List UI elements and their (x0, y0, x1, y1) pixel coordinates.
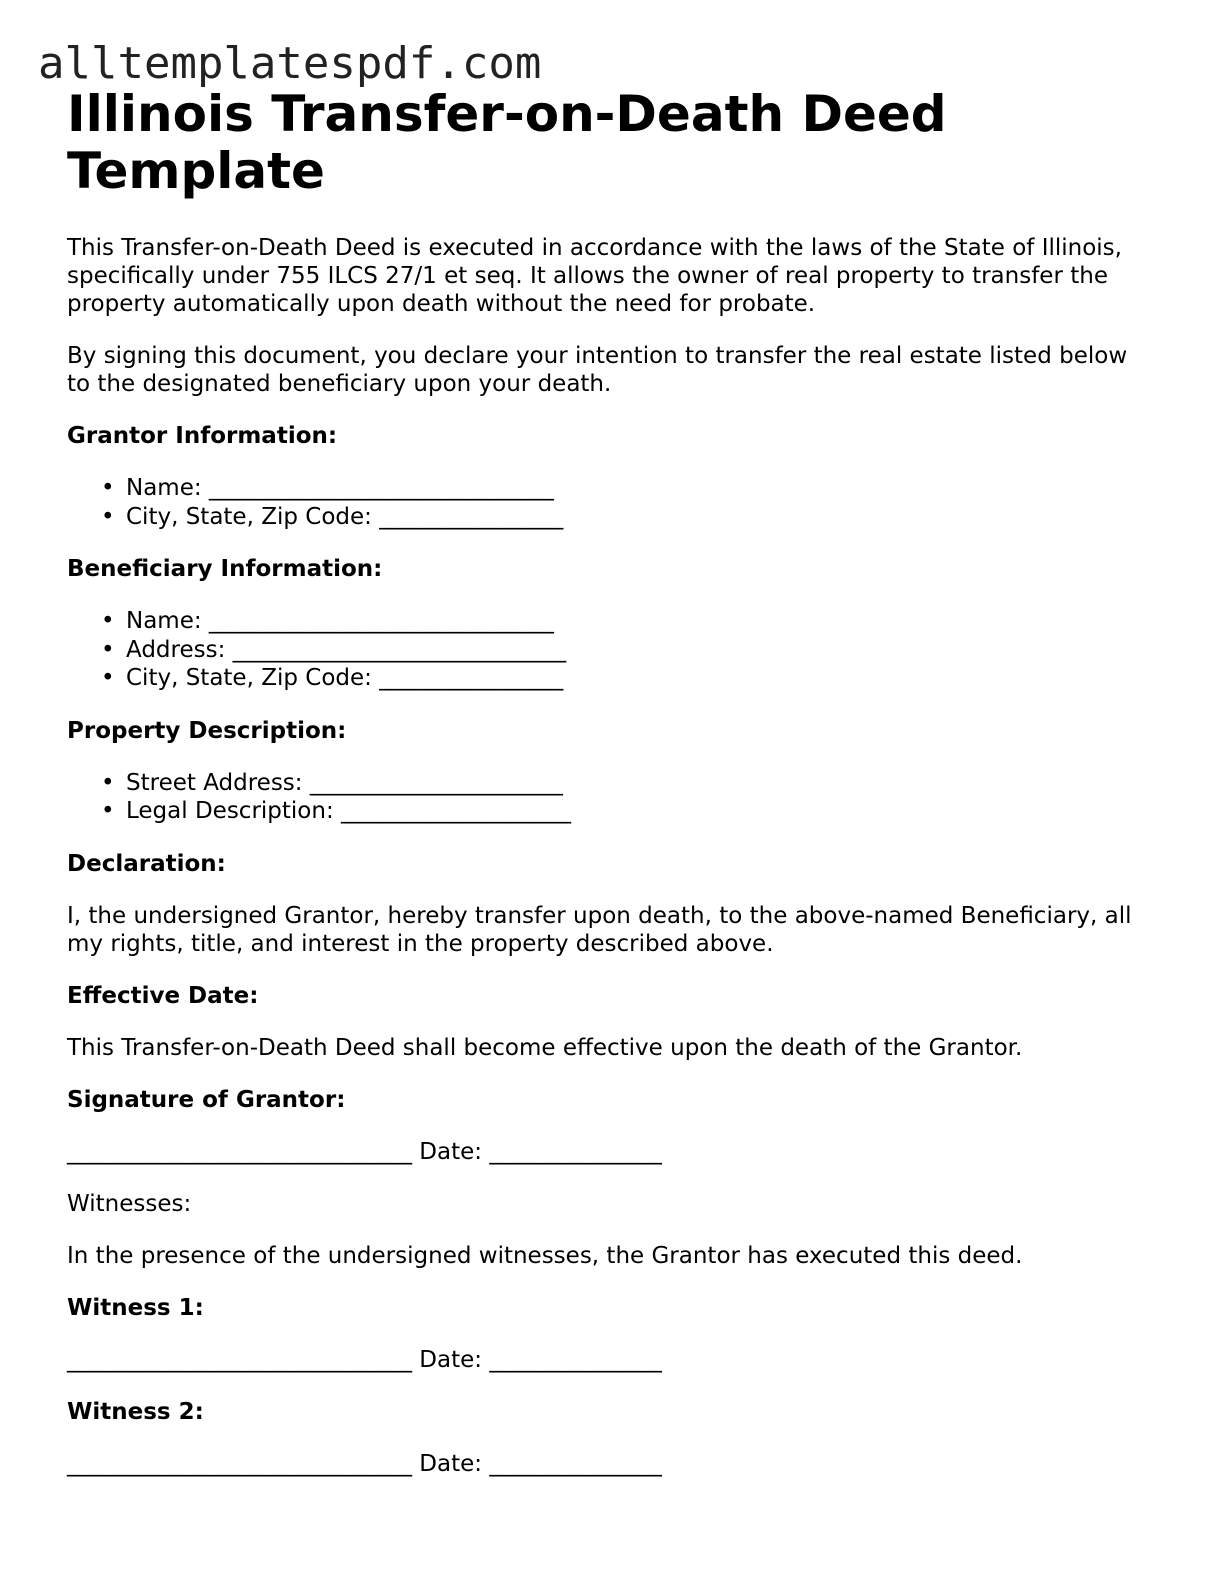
beneficiary-name-field: Name: ______________________________ (126, 608, 554, 634)
witness-1-heading: Witness 1: (67, 1294, 204, 1321)
grantor-list (67, 474, 1157, 531)
grantor-city-field: City, State, Zip Code: ________________ (126, 503, 564, 530)
effective-date-text: This Transfer-on-Death Deed shall become effective upon the death of the Grantor. (67, 1034, 1023, 1061)
effective-date-heading: Effective Date: (67, 982, 259, 1009)
bullet-icon: • (101, 665, 115, 691)
list-item (101, 503, 1157, 532)
beneficiary-address-field: Address: _____________________________ (126, 636, 567, 663)
grantor-signature-line: ______________________________ Date: _______________ (67, 1138, 662, 1165)
witnesses-text: In the presence of the undersigned witnesses, the Grantor has executed this deed. (67, 1242, 1023, 1269)
intro-paragraph-2: By signing this document, you declare your intention to transfer the real estate listed below to the designated beneficiary upon your death. (67, 343, 1128, 397)
bullet-icon: • (101, 503, 115, 530)
list-item (101, 664, 1157, 693)
witness-2-heading: Witness 2: (67, 1398, 204, 1425)
legal-description-field: Legal Description: ____________________ (126, 798, 572, 824)
signature-heading: Signature of Grantor: (67, 1086, 346, 1113)
witness-1-signature-line: ______________________________ Date: _______________ (67, 1346, 662, 1373)
street-address-field: Street Address: ______________________ (126, 769, 563, 796)
bullet-icon: • (101, 636, 115, 663)
witnesses-label: Witnesses: (67, 1190, 192, 1217)
witness-2-signature-line: ______________________________ Date: _______________ (67, 1450, 662, 1477)
bullet-icon: • (101, 608, 115, 634)
beneficiary-heading: Beneficiary Information: (67, 556, 383, 582)
property-list (67, 769, 1157, 826)
beneficiary-list (67, 607, 1157, 693)
bullet-icon: • (101, 769, 115, 796)
page-title: Illinois Transfer-on-Death Deed Template (67, 85, 947, 200)
grantor-name-field: Name: ______________________________ (126, 475, 554, 501)
list-item (101, 474, 1157, 503)
list-item (101, 607, 1157, 636)
declaration-heading: Declaration: (67, 850, 226, 877)
property-heading: Property Description: (67, 717, 347, 744)
site-watermark: alltemplatespdf.com (38, 38, 542, 89)
grantor-heading: Grantor Information: (67, 423, 338, 449)
declaration-text: I, the undersigned Grantor, hereby transfer upon death, to the above-named Beneficiary, all my rights, title, and interest in the property described above. (67, 902, 1132, 957)
list-item (101, 797, 1157, 826)
list-item (101, 769, 1157, 798)
bullet-icon: • (101, 798, 115, 824)
beneficiary-city-field: City, State, Zip Code: ________________ (126, 665, 564, 691)
intro-paragraph-1: This Transfer-on-Death Deed is executed in accordance with the laws of the State of Illinois, specifically under 755 ILCS 27/1 et seq. It allows the owner of real property to transfer the property automatically upon death without the need for probate. (67, 235, 1122, 317)
list-item (101, 636, 1157, 665)
document-body (67, 86, 1157, 1502)
bullet-icon: • (101, 475, 115, 501)
